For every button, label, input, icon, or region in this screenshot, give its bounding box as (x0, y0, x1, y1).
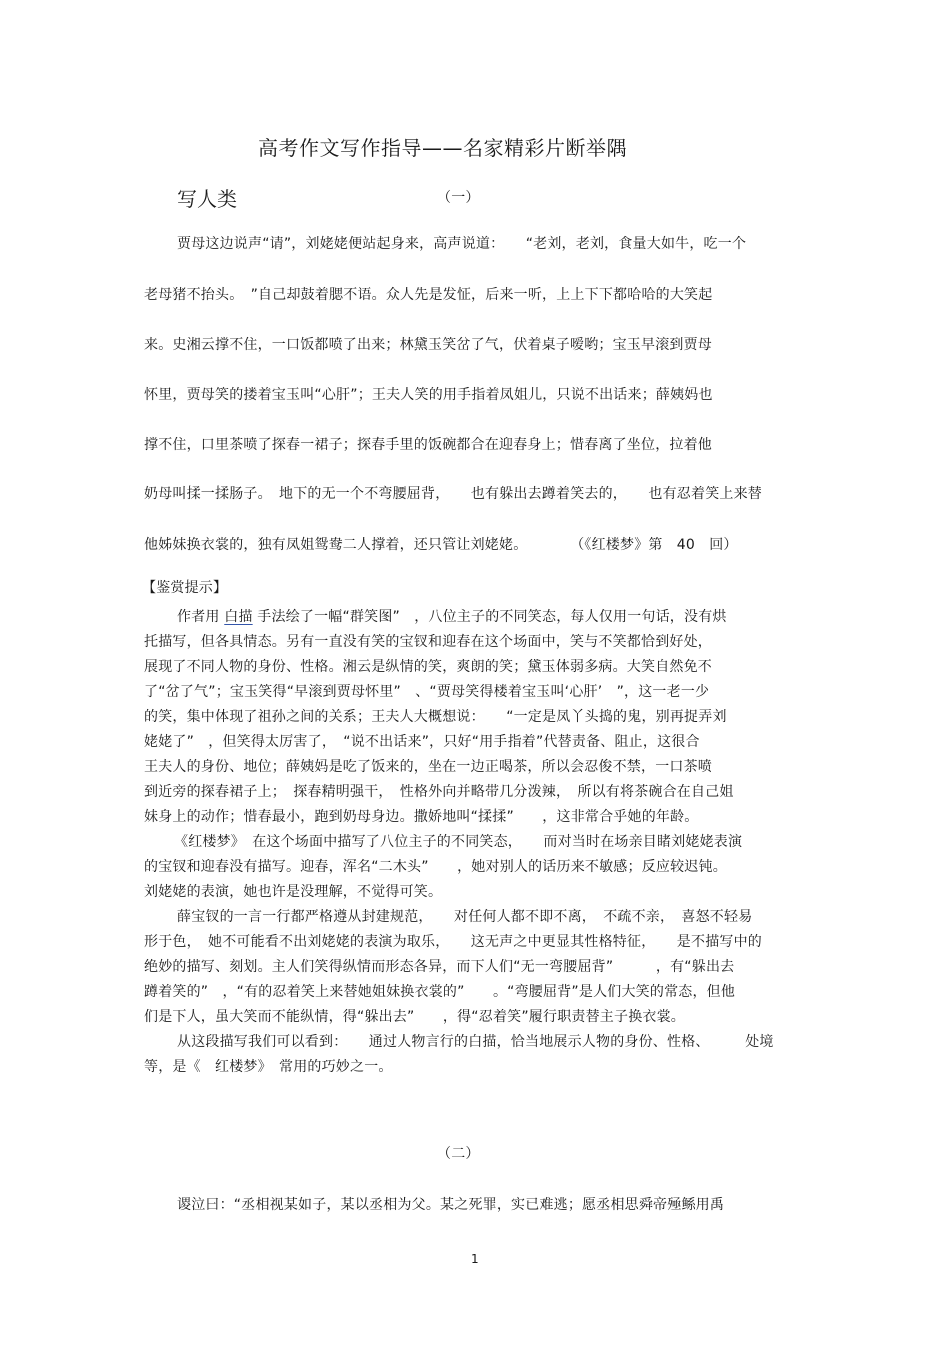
tip-text: 作者用 (177, 609, 225, 625)
tip-line: 形于色， 她不可能看不出刘姥姥的表演为取乐， 这无声之中更显其性格特征， 是不描写中的 (144, 934, 762, 950)
passage-line: 谡泣曰：“丞相视某如子，某以丞相为父。某之死罪，实已难逃；愿丞相思舜帝殛鲧用禹 (177, 1197, 725, 1213)
tip-line: 的宝钗和迎春没有描写。迎春，浑名“二木头” ，她对别人的话历来不敏感；反应较迟钝。 (144, 859, 727, 875)
passage-line: 奶母叫揉一揉肠子。 地下的无一个不弯腰屈背， 也有躲出去蹲着笑去的， 也有忍着笑上来替 (144, 486, 762, 502)
passage-line: 老母猪不抬头。 ”自己却鼓着腮不语。众人先是发怔，后来一听，上上下下都哈哈的大笑起 (144, 287, 713, 303)
tip-line: 的笑，集中体现了祖孙之间的关系；王夫人大概想说： “一定是凤丫头捣的鬼，别再捉弄刘 (144, 709, 727, 725)
passage-line: 他姊妹换衣裳的，独有凤姐鸳鸯二人撑着，还只管让刘姥姥。 （《红楼梦》第 40 回） (144, 537, 738, 553)
tip-line: 托描写，但各具情态。另有一直没有笑的宝钗和迎春在这个场面中，笑与不笑都恰到好处， (144, 634, 712, 650)
tip-line: 《红楼梦》 在这个场面中描写了八位主子的不同笑态， 而对当时在场亲目睹刘姥姥表演 (174, 834, 743, 850)
tip-line: 展现了不同人物的身份、性格。湘云是纵情的笑，爽朗的笑；黛玉体弱多病。大笑自然免不 (144, 659, 712, 675)
baimiao-term: 白描 (224, 609, 253, 625)
section-number: （一） (437, 190, 480, 206)
tip-line: 薛宝钗的一言一行都严格遵从封建规范， 对任何人都不即不离， 不疏不亲， 喜怒不轻易 (177, 909, 753, 925)
passage-line: 贾母这边说声“请”，刘姥姥便站起身来，高声说道： “老刘，老刘，食量大如牛，吃一个 (177, 236, 747, 252)
tip-line: 姥姥了” ，但笑得太厉害了， “说不出话来”，只好“用手指着”代替责备、阻止，这很合 (144, 734, 700, 750)
tip-line (177, 606, 727, 626)
page-number: 1 (471, 1252, 479, 1266)
passage-line: 来。史湘云撑不住，一口饭都喷了出来；林黛玉笑岔了气，伏着桌子嗳哟；宝玉早滚到贾母 (144, 337, 712, 353)
passage-line: 撑不住，口里茶喷了探春一裙子；探春手里的饭碗都合在迎春身上；惜春离了坐位，拉着他 (144, 437, 712, 453)
section-number: （二） (437, 1146, 480, 1162)
document-title: 高考作文写作指导——名家精彩片断举隅 (258, 136, 627, 160)
tip-line: 们是下人，虽大笑而不能纵情，得“躲出去” ，得“忍着笑”履行职责替主子换衣裳。 (144, 1009, 686, 1025)
tip-line: 到近旁的探春裙子上； 探春精明强干， 性格外向并略带几分泼辣， 所以有将茶碗合在自己姐 (144, 784, 734, 800)
tip-line: 妹身上的动作；惜春最小，跑到奶母身边。撒娇地叫“揉揉” ，这非常合乎她的年龄。 (144, 809, 699, 825)
passage-line: 怀里，贾母笑的搂着宝玉叫“心肝”；王夫人笑的用手指着凤姐儿，只说不出话来；薛姨妈也 (144, 387, 713, 403)
section-heading: 写人类 (177, 187, 237, 211)
tip-line: 刘姥姥的表演，她也许是没理解，不觉得可笑。 (144, 884, 443, 900)
tip-line: 王夫人的身份、地位；薛姨妈是吃了饭来的，坐在一边正喝茶，所以会忍俊不禁，一口茶喷 (144, 759, 712, 775)
tip-line: 蹲着笑的” ，“有的忍着笑上来替她姐妹换衣裳的” 。“弯腰屈背”是人们大笑的常态，但他 (144, 984, 736, 1000)
tip-line: 等，是《 红楼梦》 常用的巧妙之一。 (144, 1059, 393, 1075)
tip-line: 绝妙的描写、刻划。主人们笑得纵情而形态各异，而下人们“无一弯腰屈背” ，有“躲出去 (144, 959, 735, 975)
tip-line: 从这段描写我们可以看到： 通过人物言行的白描，恰当地展示人物的身份、性格、 处境 (177, 1034, 774, 1050)
tip-heading: 【鉴赏提示】 (142, 580, 228, 596)
tip-text: 手法绘了一幅“群笑图” ，八位主子的不同笑态，每人仅用一句话，没有烘 (252, 609, 727, 625)
tip-line: 了“岔了气”；宝玉笑得“早滚到贾母怀里” 、“贾母笑得楼着宝玉叫‘心肝’ ”，这一老一少 (144, 684, 710, 700)
